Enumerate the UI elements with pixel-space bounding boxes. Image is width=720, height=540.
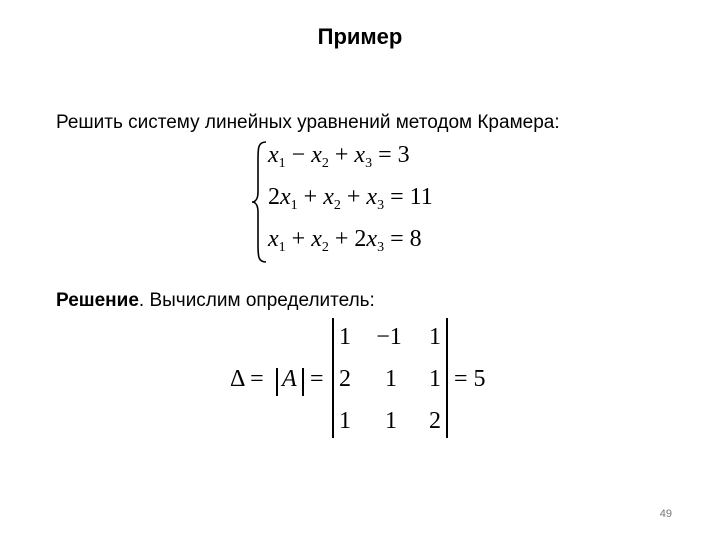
matrix-cell: 1 [339, 408, 351, 434]
matrix-cell: −1 [376, 324, 402, 350]
left-brace [250, 140, 268, 264]
op-2-2: + [346, 184, 361, 210]
abs-bar-right [302, 368, 304, 396]
rhs-3: 8 [409, 226, 422, 252]
solution-text: . Вычислим определитель: [138, 290, 375, 311]
matrix-cell: 1 [339, 324, 351, 350]
equals-sign: = [310, 366, 324, 392]
rhs-1: 3 [397, 142, 410, 168]
slide-title: Пример [317, 24, 403, 49]
op-3-1: + [291, 226, 306, 252]
determinant-lhs [230, 366, 264, 393]
matrix-symbol [282, 366, 297, 393]
matrix-cell: 2 [339, 366, 351, 392]
rhs-2: 11 [409, 184, 433, 210]
coef-3-3: 2 [354, 226, 367, 252]
equation-1: $x_1 - x_2 + x_3 = 3$ [268, 142, 410, 171]
matrix-cell: 1 [385, 408, 397, 434]
op-1-1: − [291, 142, 306, 168]
op-2-1: + [303, 184, 318, 210]
task-statement: Решить систему линейных уравнений методом Крамера: [56, 112, 560, 133]
matrix-cell: 2 [429, 408, 441, 434]
op-3-2: + [334, 226, 349, 252]
equation-2: $2x_1 + x_2 + x_3 = 11$ [268, 184, 433, 213]
matrix-cell: 1 [429, 324, 441, 350]
matrix-cell: 1 [385, 366, 397, 392]
solution-line [56, 290, 375, 312]
solution-label: Решение [56, 290, 139, 311]
abs-bar-left [276, 368, 278, 396]
delta-symbol: Δ = [230, 366, 264, 392]
matrix-cell: 1 [429, 366, 441, 392]
determinant-result: = 5 [454, 366, 486, 392]
op-1-2: + [334, 142, 349, 168]
equation-3: $x_1 + x_2 + 2x_3 = 8$ [268, 226, 422, 255]
coef-2-1: 2 [268, 184, 280, 210]
result-value: 5 [473, 366, 486, 392]
page-number: 49 [659, 508, 672, 520]
matrix-a: A [282, 366, 297, 392]
